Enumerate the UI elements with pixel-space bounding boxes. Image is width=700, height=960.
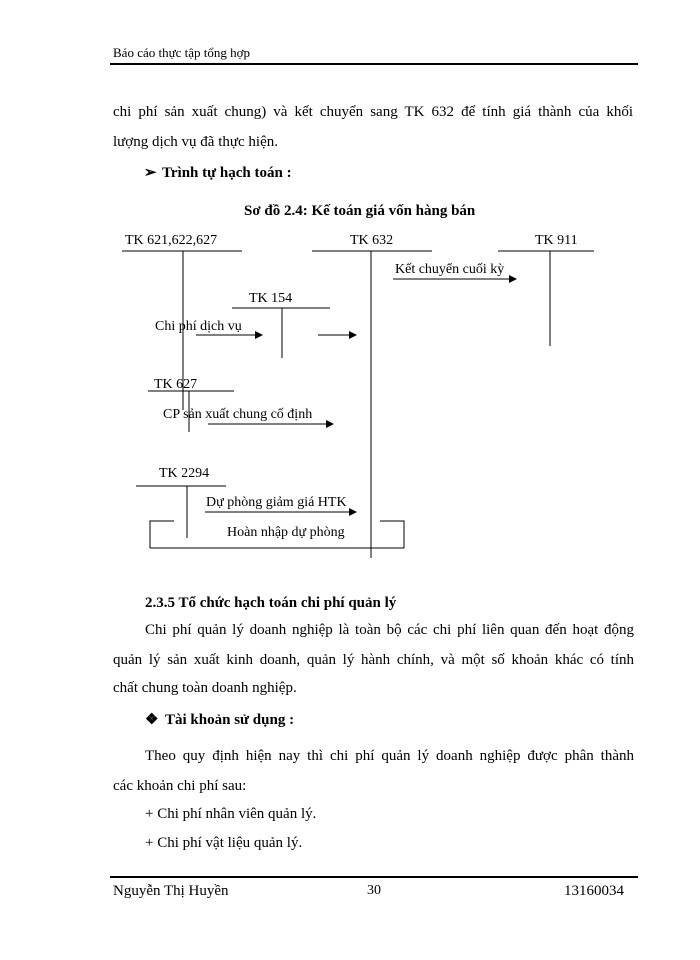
label-du-phong: Dự phòng giảm giá HTK: [206, 495, 347, 510]
page-header-title: Báo cáo thực tập tổng hợp: [113, 45, 251, 60]
para1-line-1: Chi phí quản lý doanh nghiệp là toàn bộ các chi phí liên quan đến hoạt động: [145, 622, 634, 638]
label-tk154: TK 154: [249, 291, 293, 306]
hoan-nhap-bracket-right: [380, 521, 404, 548]
subheading-label: Tài khoản sử dụng :: [165, 712, 295, 728]
label-tk627: TK 627: [154, 377, 198, 392]
intro-line-2: lượng dịch vụ đã thực hiện.: [113, 134, 278, 150]
bullet-item-1: + Chi phí nhân viên quản lý.: [145, 806, 317, 822]
bullet-item-2: + Chi phí vật liệu quản lý.: [145, 835, 303, 851]
para1-line-2: quản lý sản xuất kinh doanh, quản lý hành chính, và một số khoản khác có tính: [113, 652, 634, 668]
subheading: [145, 710, 294, 729]
hoan-nhap-bracket-left: [150, 521, 174, 548]
label-tk632: TK 632: [350, 233, 394, 248]
label-chi-phi-dich-vu: Chi phí dịch vụ: [155, 319, 242, 334]
footer-student-id: 13160034: [564, 883, 624, 899]
section-marker-label: Trình tự hạch toán :: [162, 165, 292, 181]
diamond-bullet-icon: ❖: [145, 712, 159, 728]
footer-page-number: 30: [367, 883, 381, 898]
intro-line-1: chi phí sản xuất chung) và kết chuyển sang TK 632 để tính giá thành của khối: [113, 104, 633, 120]
diagram-title: Sơ đồ 2.4: Kế toán giá vốn hàng bán: [244, 203, 476, 219]
para1-line-3: chất chung toàn doanh nghiệp.: [113, 680, 297, 696]
label-tk621: TK 621,622,627: [125, 233, 218, 248]
label-hoan-nhap: Hoàn nhập dự phòng: [227, 525, 345, 540]
label-cp-sxc: CP sản xuất chung cố định: [163, 407, 313, 422]
footer-rule: [110, 876, 638, 878]
label-tk911: TK 911: [535, 233, 578, 248]
footer-author: Nguyễn Thị Huyền: [113, 883, 229, 899]
arrow-bullet-icon: ➢: [144, 165, 157, 181]
para2-line-2: các khoản chi phí sau:: [113, 778, 247, 794]
label-tk2294: TK 2294: [159, 466, 210, 481]
section-heading: 2.3.5 Tổ chức hạch toán chi phí quản lý: [145, 595, 397, 611]
label-ket-chuyen: Kết chuyển cuối kỳ: [395, 262, 505, 277]
para2-line-1: Theo quy định hiện nay thì chi phí quản lý doanh nghiệp được phân thành: [145, 748, 634, 764]
